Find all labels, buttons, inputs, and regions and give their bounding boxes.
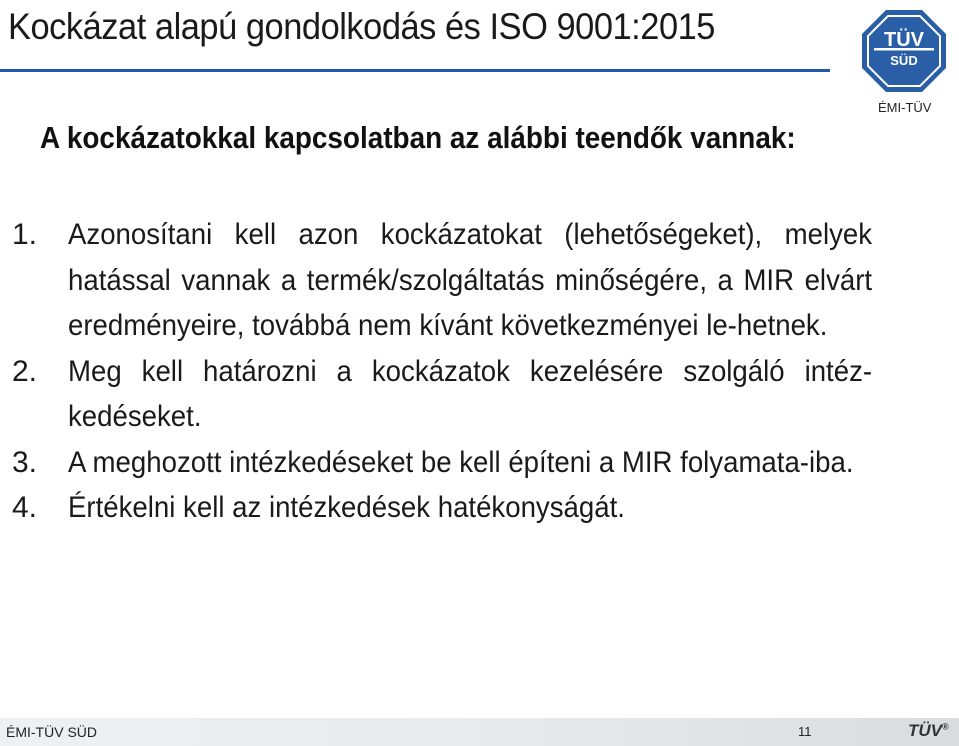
subtitle: A kockázatokkal kapcsolatban az alábbi teendők vannak: bbox=[40, 120, 796, 155]
registered-mark: ® bbox=[942, 721, 949, 732]
item-text: A meghozott intézkedéseket be kell építeni a MIR folyamata-iba. bbox=[68, 445, 854, 479]
item-text: Értékelni kell az intézkedések hatékonyságát. bbox=[68, 491, 625, 524]
item-number: 4. bbox=[12, 491, 38, 524]
item-text: Meg kell határozni a kockázatok kezelésére szolgáló intéz-kedéseket. bbox=[68, 354, 873, 433]
slide-title: Kockázat alapú gondolkodás és ISO 9001:2015 bbox=[8, 6, 715, 47]
footer-company: ÉMI-TÜV SÜD bbox=[6, 724, 97, 740]
item-number: 1. bbox=[12, 218, 38, 251]
list-item bbox=[12, 440, 942, 486]
tuv-sud-logo bbox=[860, 8, 948, 94]
item-number: 3. bbox=[12, 445, 38, 479]
list-item bbox=[12, 485, 942, 531]
item-text: Azonosítani kell azon kockázatokat (lehetőségeket), melyek hatással vannak a termék/szolgáltatás minőségére, a MIR elvárt eredményeire, továbbá nem kívánt következményei le-hetnek. bbox=[68, 218, 873, 342]
logo-bottom-text: SÜD bbox=[890, 53, 918, 68]
list-item bbox=[12, 212, 942, 349]
title-divider bbox=[0, 69, 830, 72]
logo-octagon-outer bbox=[862, 10, 946, 92]
footer-logo-text: TÜV bbox=[908, 721, 942, 740]
footer-bar bbox=[0, 718, 959, 746]
page-number: 11 bbox=[798, 724, 812, 739]
logo-caption: ÉMI-TÜV bbox=[878, 100, 932, 115]
list-item bbox=[12, 349, 942, 440]
footer-tuv-logo bbox=[908, 721, 949, 741]
logo-top-text: TÜV bbox=[884, 29, 924, 51]
task-list bbox=[12, 212, 942, 531]
item-number: 2. bbox=[12, 354, 38, 388]
